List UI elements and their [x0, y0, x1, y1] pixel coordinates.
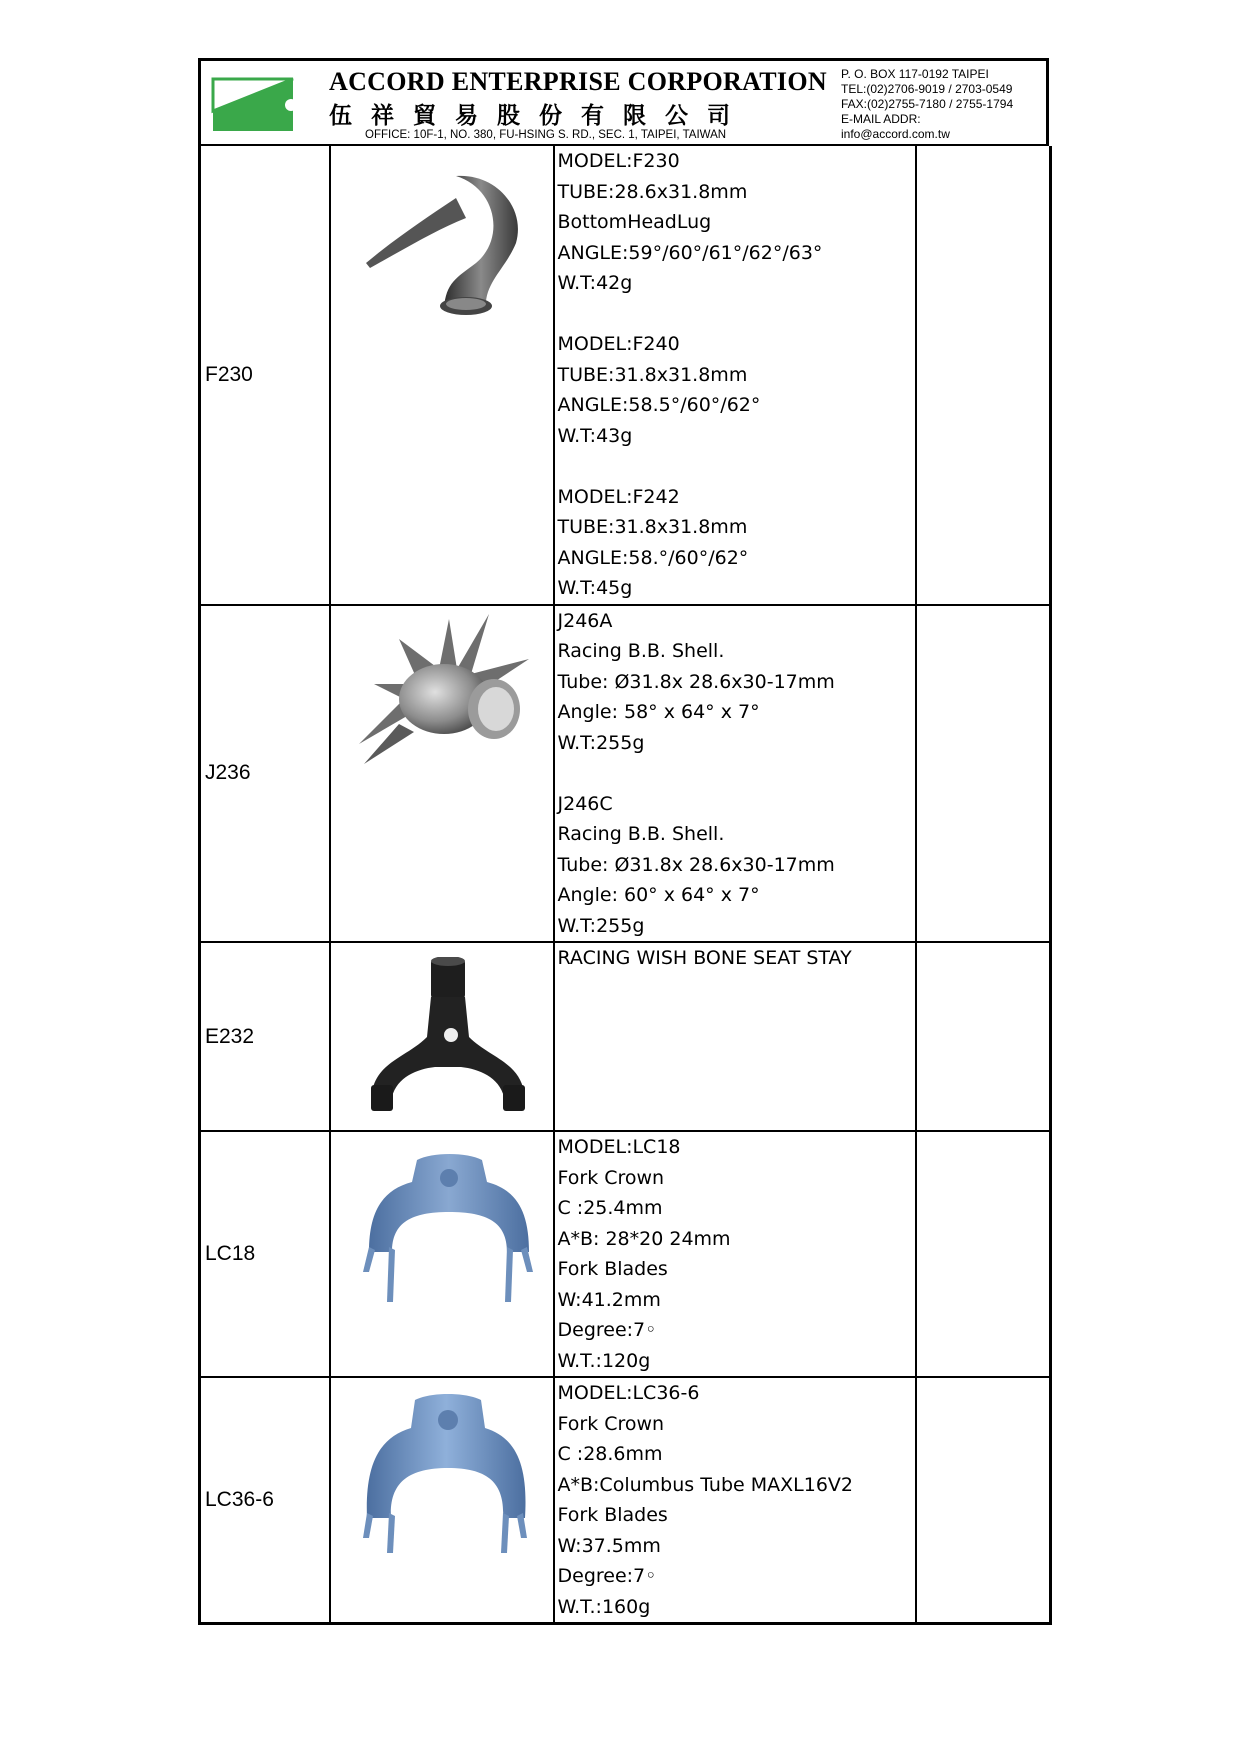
spec-line: Racing B.B. Shell. — [557, 823, 725, 845]
spec-line: Angle: 60° x 64° x 7° — [557, 884, 760, 906]
spacer — [558, 451, 915, 482]
spec-line: C :28.6mm — [557, 1443, 663, 1465]
product-code: J236 — [200, 605, 330, 943]
spec-line: Tube: Ø31.8x 28.6x30-17mm — [557, 670, 835, 693]
spec-line: Angle: 58° x 64° x 7° — [557, 701, 760, 723]
catalog-sheet — [198, 58, 1049, 1625]
company-name: ACCORD ENTERPRISE CORPORATION — [329, 67, 827, 96]
bb-shell-icon — [359, 614, 539, 764]
product-description — [554, 146, 916, 605]
company-logo-icon — [209, 71, 297, 137]
blank-cell — [916, 1377, 1051, 1624]
spec-line: Degree:7◦ — [557, 1565, 657, 1587]
wishbone-seat-stay-icon — [369, 957, 529, 1117]
spacer — [558, 299, 915, 330]
blank-cell — [916, 942, 1051, 1131]
table-row — [200, 942, 1051, 1131]
table-row — [200, 1131, 1051, 1377]
spec-line: W:41.2mm — [557, 1288, 661, 1311]
spec-line: ANGLE:58.5°/60°/62° — [557, 394, 761, 416]
company-name-chinese: 伍祥貿易股份有限公司 — [329, 102, 749, 129]
spec-line: W.T:45g — [557, 577, 633, 599]
spec-line: BottomHeadLug — [557, 211, 712, 233]
table-row — [200, 605, 1051, 943]
email-label: E-MAIL ADDR: — [841, 112, 921, 126]
fork-crown-icon — [353, 1388, 533, 1558]
spec-line: J246C — [557, 792, 613, 815]
spec-line: Fork Blades — [557, 1258, 668, 1280]
product-code: LC18 — [200, 1131, 330, 1377]
spec-line: W:37.5mm — [557, 1534, 661, 1557]
product-description — [554, 605, 916, 943]
office-address: OFFICE: 10F-1, NO. 380, FU-HSING S. RD., SEC. 1, TAIPEI, TAIWAN — [365, 129, 727, 141]
spec-line: J246A — [557, 609, 613, 632]
spec-line: W.T.:160g — [557, 1595, 651, 1618]
email-address[interactable]: info@accord.com.tw — [841, 127, 950, 141]
blank-cell — [916, 605, 1051, 943]
telephone: TEL:(02)2706-9019 / 2703-0549 — [841, 82, 1013, 96]
blank-cell — [916, 1131, 1051, 1377]
product-code: LC36-6 — [200, 1377, 330, 1624]
spec-line: A*B: 28*20 24mm — [557, 1227, 731, 1250]
product-image-cell — [330, 146, 554, 605]
spec-line: Fork Blades — [557, 1504, 668, 1526]
spec-line: W.T:255g — [557, 731, 645, 754]
spec-line: Fork Crown — [557, 1412, 665, 1435]
bottom-head-lug-icon — [356, 168, 536, 318]
spec-line: TUBE:31.8x31.8mm — [557, 516, 748, 538]
product-code: F230 — [200, 146, 330, 605]
spec-line: C :25.4mm — [557, 1197, 663, 1219]
spec-line: TUBE:31.8x31.8mm — [557, 363, 748, 386]
spec-line: W.T.:120g — [557, 1349, 651, 1372]
fork-crown-icon — [357, 1142, 537, 1312]
table-row — [200, 1377, 1051, 1624]
product-table — [198, 146, 1052, 1625]
product-description — [554, 942, 916, 1131]
spec-line: MODEL:F242 — [557, 485, 680, 508]
product-image-cell — [330, 1377, 554, 1624]
product-image-cell — [330, 1131, 554, 1377]
contact-info — [841, 67, 1013, 142]
spec-line: ANGLE:58.°/60°/62° — [557, 546, 749, 569]
spec-line: Tube: Ø31.8x 28.6x30-17mm — [557, 853, 835, 876]
blank-cell — [916, 146, 1051, 605]
spec-line: Degree:7◦ — [557, 1319, 657, 1341]
spec-line: A*B:Columbus Tube MAXL16V2 — [557, 1473, 854, 1496]
spec-line: W.T:255g — [557, 914, 645, 937]
product-code: E232 — [200, 942, 330, 1131]
fax: FAX:(02)2755-7180 / 2755-1794 — [841, 97, 1014, 111]
product-description — [554, 1131, 916, 1377]
product-image-cell — [330, 605, 554, 943]
product-image-cell — [330, 942, 554, 1131]
spec-line: MODEL:F240 — [557, 333, 680, 355]
spec-line: Racing B.B. Shell. — [557, 640, 725, 662]
spec-line: ANGLE:59°/60°/61°/62°/63° — [557, 241, 823, 264]
product-description — [554, 1377, 916, 1624]
spec-line: Fork Crown — [557, 1166, 665, 1189]
spec-line: MODEL:LC18 — [557, 1136, 681, 1158]
spec-line: W.T:43g — [557, 424, 633, 447]
table-row — [200, 146, 1051, 605]
spacer — [558, 758, 915, 789]
letterhead — [198, 58, 1049, 146]
po-box: P. O. BOX 117-0192 TAIPEI — [841, 67, 989, 81]
spec-line: TUBE:28.6x31.8mm — [557, 180, 748, 203]
spec-line: RACING WISH BONE SEAT STAY — [557, 947, 852, 969]
spec-line: MODEL:LC36-6 — [557, 1382, 700, 1404]
spec-line: W.T:42g — [557, 272, 633, 294]
spec-line: MODEL:F230 — [557, 150, 680, 172]
